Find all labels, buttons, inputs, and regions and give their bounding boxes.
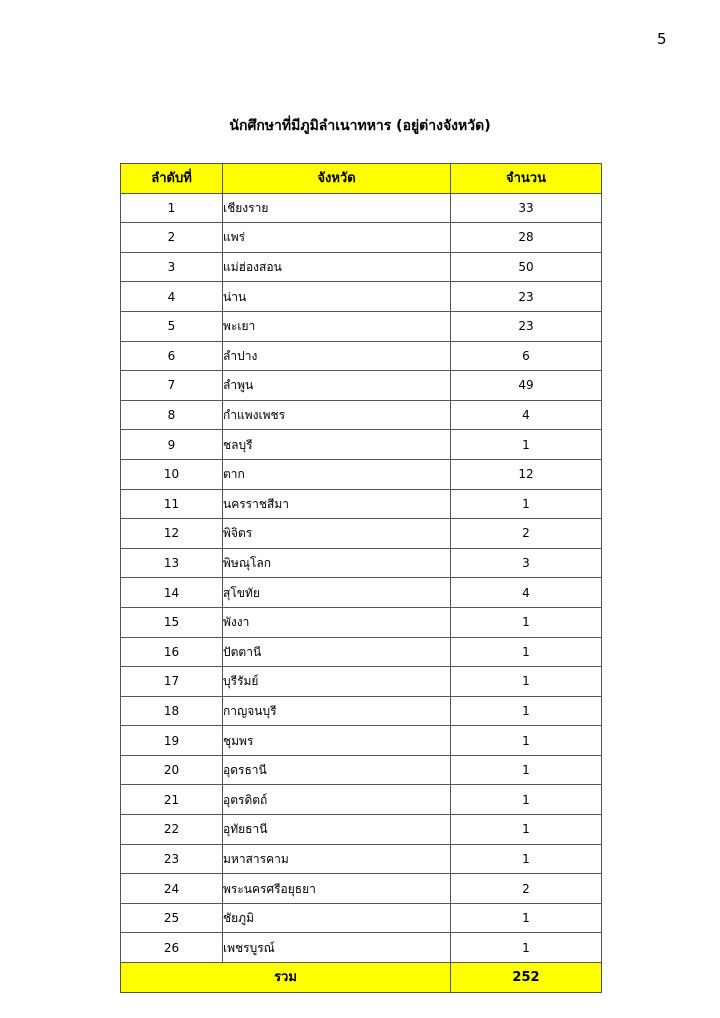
total-value: 252 [451, 963, 602, 993]
row-sequence: 6 [121, 341, 223, 371]
row-province: นครราชสีมา [223, 489, 451, 519]
table-row [121, 607, 602, 637]
row-province: เชียงราย [223, 193, 451, 223]
row-sequence: 25 [121, 903, 223, 933]
table-row [121, 844, 602, 874]
row-sequence: 16 [121, 637, 223, 667]
row-province: ลำพูน [223, 371, 451, 401]
row-sequence: 23 [121, 844, 223, 874]
row-count: 1 [451, 430, 602, 460]
row-sequence: 11 [121, 489, 223, 519]
table-row [121, 430, 602, 460]
row-count: 1 [451, 755, 602, 785]
table-row [121, 400, 602, 430]
row-province: ชลบุรี [223, 430, 451, 460]
row-count: 23 [451, 282, 602, 312]
header-count: จำนวน [451, 164, 602, 194]
table-row [121, 489, 602, 519]
row-province: บุรีรัมย์ [223, 667, 451, 697]
row-sequence: 4 [121, 282, 223, 312]
row-count: 1 [451, 815, 602, 845]
row-sequence: 1 [121, 193, 223, 223]
row-province: กาญจนบุรี [223, 696, 451, 726]
row-province: สุโขทัย [223, 578, 451, 608]
table-row [121, 223, 602, 253]
table-row [121, 815, 602, 845]
row-sequence: 8 [121, 400, 223, 430]
row-count: 23 [451, 311, 602, 341]
table-row [121, 578, 602, 608]
row-province: พังงา [223, 607, 451, 637]
table-header [121, 164, 602, 194]
header-province: จังหวัด [223, 164, 451, 194]
row-sequence: 10 [121, 459, 223, 489]
row-count: 12 [451, 459, 602, 489]
table-row [121, 933, 602, 963]
row-province: ปัตตานี [223, 637, 451, 667]
table-row [121, 696, 602, 726]
table-row [121, 252, 602, 282]
table-row [121, 637, 602, 667]
row-province: อุทัยธานี [223, 815, 451, 845]
row-sequence: 22 [121, 815, 223, 845]
table-row [121, 371, 602, 401]
document-title: นักศึกษาที่มีภูมิลำเนาทหาร (อยู่ต่างจังหวัด) [229, 118, 491, 134]
row-count: 2 [451, 519, 602, 549]
total-row [121, 963, 602, 993]
row-province: อุตรดิตถ์ [223, 785, 451, 815]
table-row [121, 193, 602, 223]
row-sequence: 9 [121, 430, 223, 460]
row-province: ตาก [223, 459, 451, 489]
row-province: แม่ฮ่องสอน [223, 252, 451, 282]
row-province: ชุมพร [223, 726, 451, 756]
row-sequence: 20 [121, 755, 223, 785]
header-sequence: ลำดับที่ [121, 164, 223, 194]
row-province: ลำปาง [223, 341, 451, 371]
row-count: 1 [451, 844, 602, 874]
total-label: รวม [121, 963, 451, 993]
row-province: เพชรบูรณ์ [223, 933, 451, 963]
row-province: น่าน [223, 282, 451, 312]
table-row [121, 785, 602, 815]
row-count: 33 [451, 193, 602, 223]
table-row [121, 459, 602, 489]
row-sequence: 14 [121, 578, 223, 608]
row-province: พะเยา [223, 311, 451, 341]
table-row [121, 726, 602, 756]
row-sequence: 12 [121, 519, 223, 549]
table-row [121, 755, 602, 785]
row-province: แพร่ [223, 223, 451, 253]
row-count: 1 [451, 696, 602, 726]
row-count: 4 [451, 578, 602, 608]
row-count: 1 [451, 726, 602, 756]
header-row [121, 164, 602, 194]
row-province: พระนครศรีอยุธยา [223, 874, 451, 904]
row-province: อุดรธานี [223, 755, 451, 785]
row-count: 50 [451, 252, 602, 282]
row-province: พิจิตร [223, 519, 451, 549]
table-row [121, 667, 602, 697]
row-sequence: 3 [121, 252, 223, 282]
row-province: มหาสารคาม [223, 844, 451, 874]
row-sequence: 2 [121, 223, 223, 253]
table-row [121, 874, 602, 904]
table-row [121, 519, 602, 549]
row-province: กำแพงเพชร [223, 400, 451, 430]
table-row [121, 341, 602, 371]
row-sequence: 26 [121, 933, 223, 963]
row-sequence: 21 [121, 785, 223, 815]
row-count: 49 [451, 371, 602, 401]
row-count: 1 [451, 637, 602, 667]
row-sequence: 17 [121, 667, 223, 697]
row-count: 1 [451, 933, 602, 963]
table-row [121, 311, 602, 341]
row-count: 1 [451, 667, 602, 697]
row-sequence: 19 [121, 726, 223, 756]
row-count: 1 [451, 607, 602, 637]
row-sequence: 15 [121, 607, 223, 637]
row-count: 1 [451, 785, 602, 815]
page-number: 5 [657, 30, 667, 48]
row-count: 1 [451, 903, 602, 933]
row-sequence: 18 [121, 696, 223, 726]
row-count: 1 [451, 489, 602, 519]
table-row [121, 903, 602, 933]
row-count: 6 [451, 341, 602, 371]
row-province: พิษณุโลก [223, 548, 451, 578]
row-sequence: 13 [121, 548, 223, 578]
table-row [121, 548, 602, 578]
row-sequence: 5 [121, 311, 223, 341]
row-count: 3 [451, 548, 602, 578]
table-body [121, 193, 602, 962]
row-count: 28 [451, 223, 602, 253]
row-sequence: 7 [121, 371, 223, 401]
table-row [121, 282, 602, 312]
row-count: 4 [451, 400, 602, 430]
row-province: ชัยภูมิ [223, 903, 451, 933]
row-count: 2 [451, 874, 602, 904]
province-table [120, 163, 602, 993]
row-sequence: 24 [121, 874, 223, 904]
